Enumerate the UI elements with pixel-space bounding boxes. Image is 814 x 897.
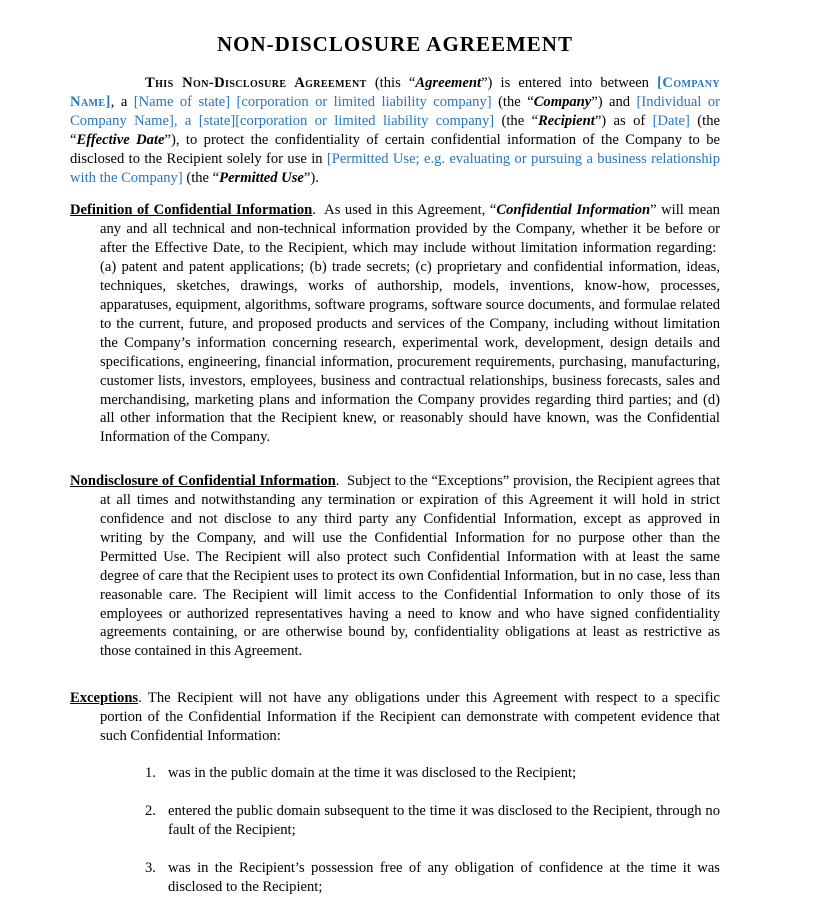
list-item-number: 2.: [145, 802, 156, 819]
text-run: . As used in this Agreement, “: [312, 202, 497, 219]
defined-term-agreement: Agreement: [415, 75, 482, 91]
definition-paragraph: [70, 201, 720, 447]
nondisclosure-paragraph: [70, 472, 720, 661]
exception-item-3: [145, 859, 720, 897]
defined-term-confidential-information: Confidential Information: [496, 202, 651, 219]
exceptions-list: [70, 764, 720, 897]
list-item-number: 1.: [145, 765, 156, 781]
text-run: ”) and: [591, 93, 637, 110]
text-run: ”).: [303, 169, 319, 186]
text-run: (the “: [70, 112, 720, 148]
text-run: . Subject to the “Exceptions” provision, the Recipient agrees that at all times and notwithstanding any termination or expiration of this Agreement it will hold in strict confidence and not disclose to any third party any Confidential Information, except as approved in writing by the Company, and will use the Confidential Information for no purpose other than the Permitted Use. The Recipient will also protect such Confidential Information with at least the same degree of care that the Recipient uses to protect its own Confidential Information, but in no case, less than reasonable care. The Recipient will limit access to the Confidential Information to only those of its employees or authorized representatives having a need to know and who have signed confidentiality agreements containing, or are otherwise bound by, confidentiality obligations at least as restrictive as those contained in this Agreement.: [100, 473, 721, 660]
list-item-text: entered the public domain subsequent to the time it was disclosed to the Recipient, through no fault of the Recipient;: [168, 802, 720, 838]
text-run: . The Recipient will not have any obligations under this Agreement with respect to a specific portion of the Confidential Information if the Recipient can demonstrate with competent evidence that such Confidential Information:: [100, 690, 720, 745]
defined-term-company: Company: [533, 93, 592, 110]
section-heading-definition: Definition of Confidential Information: [70, 202, 313, 219]
section-heading-nondisclosure: Nondisclosure of Confidential Information: [70, 473, 336, 490]
list-item-text: was in the public domain at the time it was disclosed to the Recipient;: [168, 765, 577, 781]
placeholder-date: [Date]: [652, 112, 690, 129]
placeholder-company-state-entity: [Name of state] [corporation or limited liability company]: [133, 93, 492, 110]
text-run: (the “: [494, 112, 539, 129]
text-run: (the “: [491, 93, 534, 110]
text-run: (the “: [182, 169, 220, 186]
placeholder-company-name: [Company Name]: [70, 75, 720, 110]
text-run: ”) as of: [594, 112, 653, 129]
defined-term-permitted-use: Permitted Use: [219, 169, 304, 186]
exceptions-paragraph: [70, 689, 720, 746]
defined-term-recipient: Recipient: [538, 112, 595, 129]
section-heading-exceptions: Exceptions: [70, 690, 139, 707]
text-run: ”), to protect the confidentiality of certain confidential information of the Company to be disclosed to the Recipient solely for use in: [70, 131, 720, 167]
text-run: (this “: [366, 75, 416, 91]
defined-term-effective-date: Effective Date: [76, 131, 165, 148]
placeholder-recipient-entity: [Individual or Company Name], a [state][corporation or limited liability company]: [70, 93, 720, 129]
text-run: , a: [110, 93, 134, 110]
document-title: NON-DISCLOSURE AGREEMENT: [217, 32, 573, 56]
text-run: ” will mean any and all technical and non-technical information provided by the Company, whether it be before or after the Effective Date, to the Recipient, which may include without limitation information regarding: (a) patent and patent applications; (b) trade secrets; (c) proprietary and confidential information, ideas, techniques, sketches, drawings, works of authorship, models, inventions, know-how, processes, apparatuses, equipment, algorithms, software programs, software source documents, and formulae related to the current, future, and proposed products and services of the Company, including without limitation the Company’s information concerning research, experimental work, development, design details and specifications, engineering, financial information, procurement requirements, purchasing, manufacturing, customer lists, investors, employees, business and contractual relationships, business forecasts, sales and merchandising, marketing plans and information the Company provides regarding third parties; and (d) all other information that the Recipient knew, or reasonably should have known, was the Confidential Information of the Company.: [100, 202, 720, 446]
list-item-number: 3.: [145, 859, 156, 876]
list-item-text: was in the Recipient’s possession free of any obligation of confidence at the time it was disclosed to the Recipient;: [168, 859, 720, 895]
exception-item-2: [145, 802, 720, 840]
exception-item-1: [145, 764, 720, 783]
text-run: ”) is entered into between: [481, 75, 658, 91]
placeholder-permitted-use: [Permitted Use; e.g. evaluating or pursuing a business relationship with the Company]: [70, 150, 720, 186]
intro-paragraph: [70, 74, 720, 187]
agreement-opening-phrase: This Non-Disclosure Agreement: [145, 75, 367, 91]
